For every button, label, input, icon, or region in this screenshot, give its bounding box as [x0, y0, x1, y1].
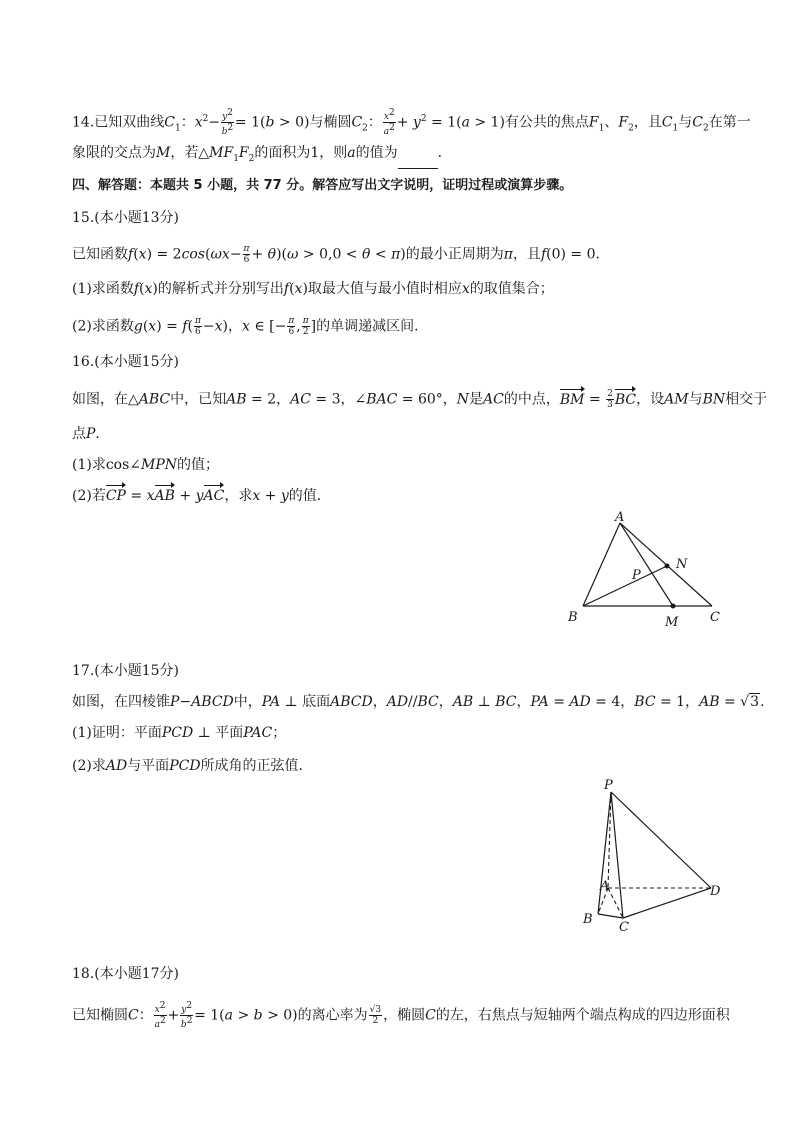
q16-line2: 点P．: [72, 426, 110, 442]
label-b: B: [568, 610, 578, 625]
q17-part1: (1)证明：平面PCD ⊥ 平面PAC；: [72, 725, 287, 741]
point-m: [671, 604, 676, 609]
label-c: C: [710, 610, 720, 625]
label-n: N: [676, 557, 688, 572]
q17-part2: (2)求AD与平面PCD所成角的正弦值．: [72, 758, 313, 774]
q16-stem: 如图，在△ABC中，已知AB = 2，AC = 3，∠BAC = 60°，N是AC的中点，BM = $\frac{2}{3}$ BC，设AM与BN相交于: [72, 389, 768, 410]
point-n: [665, 564, 670, 569]
triangle-figure: [560, 505, 730, 633]
answer-blank: [398, 154, 438, 169]
label-m: M: [665, 615, 679, 630]
q16-header: 16.(本小题15分): [72, 354, 180, 370]
q15-part2: (2)求函数g(x) = f( $\frac{\pi}{6}$ −x)，x ∈ [− $\frac{\pi}{6}$ , $\frac{\pi}{2}$ ]的单调递减区间．: [72, 316, 429, 337]
edge-bc: [598, 914, 623, 918]
section-title: 四、解答题：本题共 5 小题，共 77 分。解答应写出文字说明，证明过程或演算步骤。: [72, 178, 573, 193]
edge-pc: [611, 792, 623, 918]
q18-header: 18.(本小题17分): [72, 966, 180, 982]
q15-stem: 已知函数f(x) = 2cos(ωx− $\frac{\pi}{6}$ + θ)(ω > 0,0 < θ < π)的最小正周期为π，且f(0) = 0．: [72, 244, 610, 265]
q16-part1: (1)求cos∠MPN的值；: [72, 457, 220, 473]
label-c: C: [619, 920, 629, 935]
label-d: D: [710, 884, 721, 899]
q15-part1: (1)求函数f(x)的解析式并分别写出f(x)取最大值与最小值时相应x的取值集合；: [72, 281, 554, 297]
label-p: P: [632, 568, 641, 583]
label-p: P: [604, 778, 613, 793]
edge-ab: [583, 523, 620, 606]
q14-line1: 14.已知双曲线$C_1$：$x^2-$ $\frac{y^2}{b^2}$ = 1(b > 0)与椭圆$C_2$： $\frac{x^2}{a^2}$ + $y^2 = 1(a > 1)$有公共的焦点$F_1$、$F_2$，且$C_1$与$C_2$在第一: [72, 108, 751, 137]
label-a: A: [600, 879, 610, 894]
q14-line2: 象限的交点为M，若$\triangle MF_1F_2$的面积为1，则a的值为 ．: [72, 143, 452, 169]
q17-header: 17.(本小题15分): [72, 663, 180, 679]
edge-pd: [611, 792, 711, 888]
q18-stem: 已知椭圆C： $\frac{x^2}{a^2}$ + $\frac{y^2}{b^2}$ = 1(a > b > 0)的离心率为 $\frac{√3}{2}$ ，椭圆C的左，右焦点与短轴两个端点构成的四边形面积: [72, 1001, 730, 1030]
label-a: A: [615, 510, 625, 525]
pyramid-figure: [575, 773, 735, 938]
label-b: B: [583, 912, 593, 927]
q15-header: 15.(本小题13分): [72, 210, 180, 226]
q16-part2: (2)若CP = xAB + yAC，求x + y的值．: [72, 488, 331, 504]
edge-cd: [623, 888, 711, 918]
segment-bn: [583, 566, 667, 606]
q17-stem: 如图，在四棱锥P−ABCD中，PA ⊥ 底面ABCD，AD//BC，AB ⊥ BC，PA = AD = 4，BC = 1，AB = √3.: [72, 694, 765, 710]
